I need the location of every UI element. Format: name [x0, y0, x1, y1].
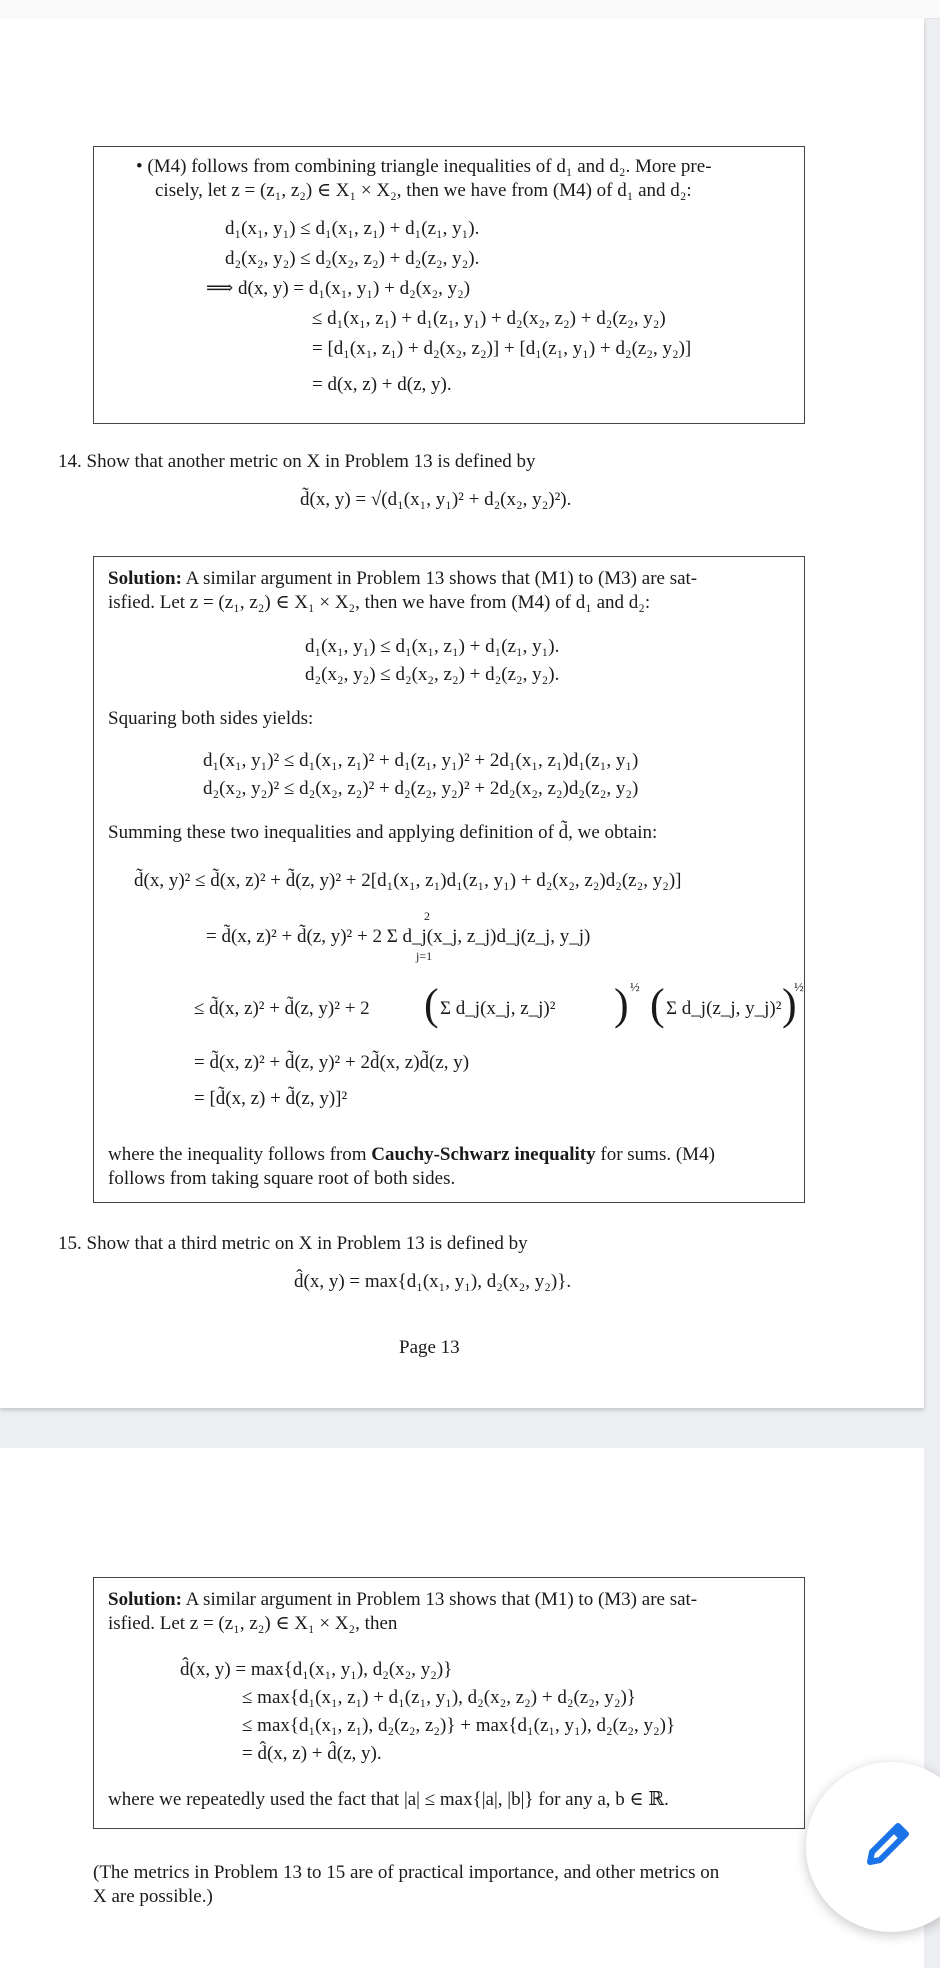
left-paren-2: (: [650, 980, 665, 1029]
solution-15-eq4: = d̂(x, z) + d̂(z, y).: [242, 1743, 382, 1764]
page-number: Page 13: [399, 1337, 460, 1358]
document-page-14: [0, 1448, 924, 1968]
m4-text-line2: cisely, let z = (z₁, z₂) ∈ X₁ × X₂, then we have from (M4) of d₁ and d₂:: [155, 180, 692, 201]
closing-note-line1: (The metrics in Problem 13 to 15 are of practical importance, and other metrics on: [93, 1862, 720, 1883]
problem-14-formula: d̃(x, y) = √(d₁(x₁, y₁)² + d₂(x₂, y₂)²).: [300, 489, 572, 510]
solution-15-box: [93, 1577, 805, 1829]
m4-eq5: = [d₁(x₁, z₁) + d₂(x₂, z₂)] + [d₁(z₁, y₁) + d₂(z₂, y₂)]: [312, 338, 692, 359]
viewer-top-bar: [0, 0, 940, 19]
closing-note-line2: X are possible.): [93, 1886, 213, 1907]
sum-eq1: d̃(x, y)² ≤ d̃(x, z)² + d̃(z, y)² + 2[d₁(x₁, z₁)d₁(z₁, y₁) + d₂(x₂, z₂)d₂(z₂, y₂)]: [134, 870, 682, 891]
cauchy-schwarz-term: Cauchy-Schwarz inequality: [371, 1144, 596, 1165]
squaring-text: Squaring both sides yields:: [108, 708, 314, 729]
solution-14-box: [93, 556, 805, 1203]
conclusion-text-b: for sums. (M4): [595, 1144, 715, 1165]
sum-eq3-part-b: Σ d_j(x_j, z_j)²: [440, 998, 556, 1019]
half-exponent-1: ½: [630, 979, 640, 994]
left-paren-1: (: [424, 980, 439, 1029]
problem-15-statement: 15. Show that a third metric on X in Problem 13 is defined by: [58, 1233, 528, 1254]
conclusion-text-a: where the inequality follows from: [108, 1144, 372, 1165]
solution-label: Solution:: [108, 1589, 182, 1610]
solution-14-eq2: d₂(x₂, y₂) ≤ d₂(x₂, z₂) + d₂(z₂, y₂).: [305, 664, 560, 685]
problem-15-formula: d̂(x, y) = max{d₁(x₁, y₁), d₂(x₂, y₂)}.: [294, 1271, 572, 1292]
sum-eq3-part-c: Σ d_j(z_j, y_j)²: [666, 998, 782, 1019]
solution-15-eq3: ≤ max{d₁(x₁, z₁), d₂(z₂, z₂)} + max{d₁(z₁, y₁), d₂(z₂, y₂)}: [242, 1715, 676, 1736]
solution-14-conclusion-line1: [108, 1143, 715, 1167]
squared-eq1: d₁(x₁, y₁)² ≤ d₁(x₁, z₁)² + d₁(z₁, y₁)² + 2d₁(x₁, z₁)d₁(z₁, y₁): [203, 750, 639, 771]
solution-15-intro-text: A similar argument in Problem 13 shows that (M1) to (M3) are sat-: [181, 1589, 698, 1610]
squared-eq2: d₂(x₂, y₂)² ≤ d₂(x₂, z₂)² + d₂(z₂, y₂)² + 2d₂(x₂, z₂)d₂(z₂, y₂): [203, 778, 639, 799]
solution-label: Solution:: [108, 568, 182, 589]
sum-eq2-lower-limit: j=1: [416, 949, 433, 963]
solution-15-conclusion: where we repeatedly used the fact that |a| ≤ max{|a|, |b|} for any a, b ∈ ℝ.: [108, 1789, 669, 1810]
sum-eq2: = d̃(x, z)² + d̃(z, y)² + 2 Σ d_j(x_j, z_j)d_j(z_j, y_j): [206, 926, 591, 947]
m4-proof-box: [93, 146, 805, 424]
solution-15-eq1: d̂(x, y) = max{d₁(x₁, y₁), d₂(x₂, y₂)}: [180, 1659, 453, 1680]
solution-14-conclusion-line2: follows from taking square root of both sides.: [108, 1168, 456, 1189]
solution-14-intro-text: A similar argument in Problem 13 shows that (M1) to (M3) are sat-: [181, 568, 698, 589]
right-paren-2: ): [782, 980, 797, 1029]
right-paren-1: ): [614, 980, 629, 1029]
solution-14-eq1: d₁(x₁, y₁) ≤ d₁(x₁, z₁) + d₁(z₁, y₁).: [305, 636, 560, 657]
sum-eq2-upper-limit: 2: [424, 909, 430, 923]
m4-eq2: d₂(x₂, y₂) ≤ d₂(x₂, z₂) + d₂(z₂, y₂).: [225, 248, 480, 269]
sum-eq4: = d̃(x, z)² + d̃(z, y)² + 2d̃(x, z)d̃(z, y): [194, 1052, 470, 1073]
document-page-13: [0, 18, 924, 1408]
m4-eq1: d₁(x₁, y₁) ≤ d₁(x₁, z₁) + d₁(z₁, y₁).: [225, 218, 480, 239]
half-exponent-2: ½: [794, 979, 804, 994]
problem-14-statement: 14. Show that another metric on X in Problem 13 is defined by: [58, 451, 536, 472]
m4-eq6: = d(x, z) + d(z, y).: [312, 374, 452, 395]
sum-eq5: = [d̃(x, z) + d̃(z, y)]²: [194, 1088, 348, 1109]
solution-15-intro-line1: [108, 1588, 697, 1612]
solution-15-intro-line2: isfied. Let z = (z₁, z₂) ∈ X₁ × X₂, then: [108, 1613, 398, 1634]
summing-text: Summing these two inequalities and applying definition of d̃, we obtain:: [108, 822, 658, 843]
solution-14-intro-line1: [108, 567, 697, 591]
solution-14-intro-line2: isfied. Let z = (z₁, z₂) ∈ X₁ × X₂, then we have from (M4) of d₁ and d₂:: [108, 592, 651, 613]
sum-eq3-part-a: ≤ d̃(x, z)² + d̃(z, y)² + 2: [194, 998, 370, 1019]
m4-eq4: ≤ d₁(x₁, z₁) + d₁(z₁, y₁) + d₂(x₂, z₂) + d₂(z₂, y₂): [312, 308, 666, 329]
solution-15-eq2: ≤ max{d₁(x₁, z₁) + d₁(z₁, y₁), d₂(x₂, z₂) + d₂(z₂, y₂)}: [242, 1687, 636, 1708]
m4-eq3: ⟹ d(x, y) = d₁(x₁, y₁) + d₂(x₂, y₂): [206, 278, 471, 299]
m4-text-line1: • (M4) follows from combining triangle inequalities of d₁ and d₂. More pre-: [136, 156, 712, 177]
pencil-icon: [858, 1814, 918, 1874]
